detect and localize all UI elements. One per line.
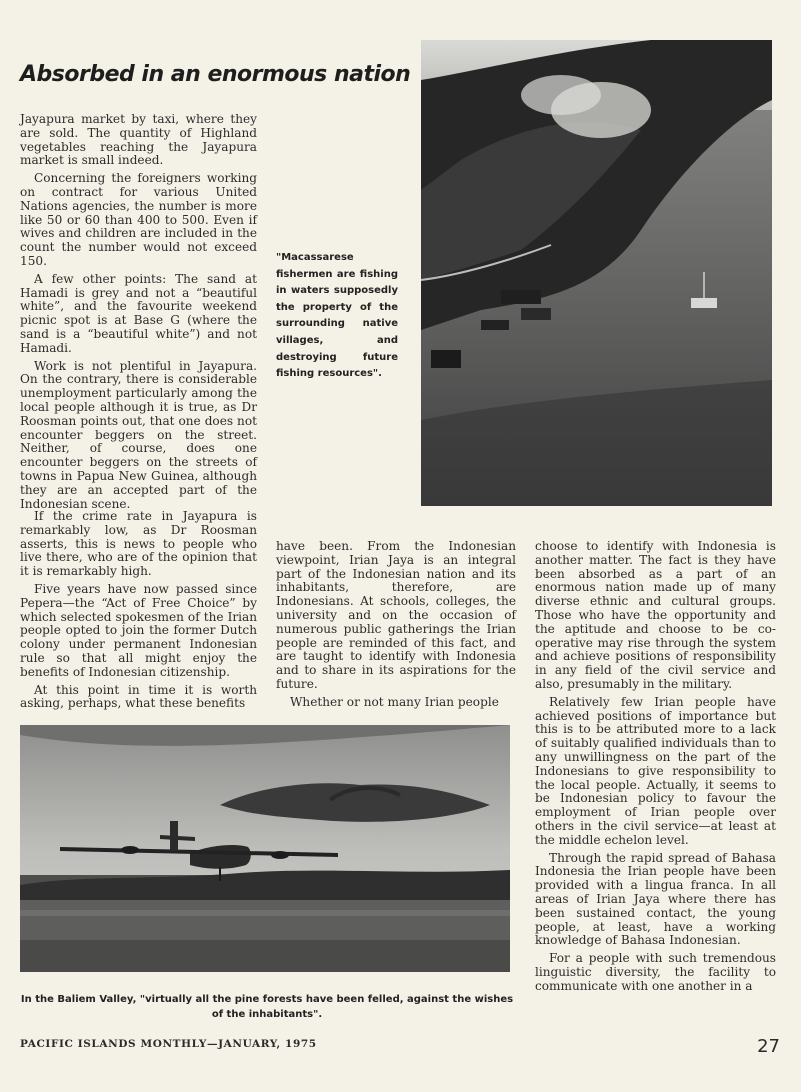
paragraph: Work is not plentiful in Jayapura. On the contrary, there is considerable unemployment particularly among the local people although it is true, as Dr Roosman points out, that one does not encounter beggers on the street. Neither, of course, does one encounter beggers on the streets of towns in Papua New Guinea, although they are an accepted part of the Indonesian scene.	[20, 358, 257, 511]
paragraph: A few other points: The sand at Hamadi is grey and not a “beautiful white”, and the favourite weekend picnic spot is at Base G (where the sand is a “beautiful white”) and not Hamadi.	[20, 271, 257, 355]
paragraph: Relatively few Irian people have achieved positions of importance but this is to be attributed more to a lack of suitably qualified individuals than to any unwillingness on the part of the Indonesians to give responsibility to the local people. Actually, it seems to be Indonesian policy to favour the employment of Irian people over others in the civil service—at least at the middle echelon level.	[535, 694, 776, 847]
page-footer: PACIFIC ISLANDS MONTHLY—JANUARY, 1975	[20, 1038, 317, 1050]
aircraft-landing-photo	[20, 725, 510, 972]
paragraph: choose to identify with Indonesia is another matter. The fact is they have been absorbed as a part of an enormous nation made up of many diverse ethnic and cultural groups. Those who have the opportunity and the aptitude and choose to be co-operative may rise through the system and achieve positions of responsibility in any field of the civil service and also, presumably in the military.	[535, 539, 776, 691]
paragraph: have been. From the Indonesian viewpoint, Irian Jaya is an integral part of the Indonesian nation and its inhabitants, therefore, are Indonesians. At schools, colleges, the university and on the occasion of numerous public gatherings the Irian people are reminded of this fact, and are taught to identify with Indonesia and to share in its aspirations for the future.	[276, 539, 516, 691]
paragraph: Whether or not many Irian people	[290, 694, 499, 709]
pull-quote: "Macassarese fishermen are fishing in waters supposedly the property of the surrounding native villages, and destroying future fishing resources".	[276, 252, 398, 380]
paragraph: Through the rapid spread of Bahasa Indonesia the Irian people have been provided with a lingua franca. In all areas of Irian Jaya where there has been sustained contact, the young people, at least, have a working knowledge of Bahasa Indonesian.	[535, 850, 776, 948]
aircraft-photo-graphic	[20, 725, 510, 972]
paragraph: If the crime rate in Jayapura is remarkably low, as Dr Roosman asserts, this is news to people who live there, who are of the opinion that it is remarkably high.	[20, 509, 257, 579]
article-headline: Absorbed in an enormous nation	[20, 62, 411, 87]
aerial-photo-graphic	[421, 40, 772, 506]
aerial-village-photo	[421, 40, 772, 506]
page-number: 27	[757, 1036, 780, 1057]
paragraph: For a people with such tremendous linguistic diversity, the facility to communicate with one another in a	[535, 951, 776, 993]
paragraph: At this point in time it is worth asking, perhaps, what these benefits	[20, 682, 257, 711]
column-3	[535, 540, 776, 998]
paragraph: Jayapura market by taxi, where they are sold. The quantity of Highland vegetables reaching the Jayapura market is small indeed.	[20, 112, 257, 168]
paragraph: Five years have now passed since Pepera—the “Act of Free Choice” by which selected spokesmen of the Irian people opted to join the former Dutch colony under permanent Indonesian rule so that all might enjoy the benefits of Indonesian citizenship.	[20, 581, 257, 679]
photo-caption: In the Baliem Valley, "virtually all the pine forests have been felled, against the wishes of the inhabitants".	[20, 994, 514, 1020]
column-2	[276, 540, 516, 714]
column-1-top	[20, 113, 257, 515]
paragraph: Concerning the foreigners working on contract for various United Nations agencies, the number is more like 50 or 60 than 400 to 500. Even if wives and children are included in the count the number would not exceed 150.	[20, 171, 257, 268]
column-1-bottom	[20, 510, 257, 715]
